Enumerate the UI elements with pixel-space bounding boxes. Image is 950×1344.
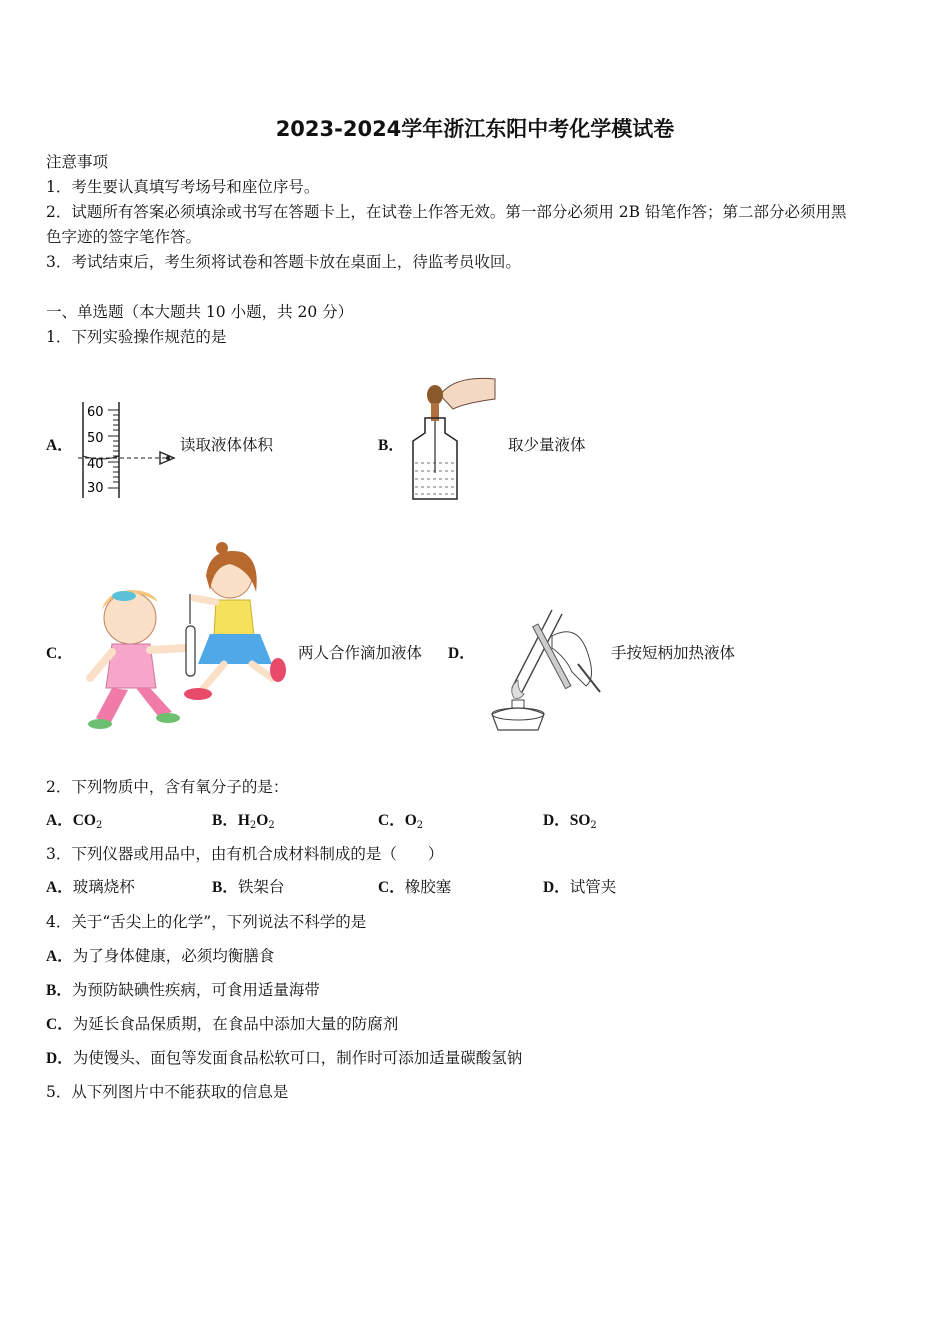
q1-option-d-text: 手按短柄加热液体 [611, 644, 736, 662]
question-5-stem: 5．从下列图片中不能获取的信息是 [46, 1083, 289, 1101]
q3-option-a: A．玻璃烧杯 [46, 878, 135, 896]
cylinder-tick-label: 60 [87, 405, 104, 420]
q4-option-d: D．为使馒头、面包等发面食品松软可口，制作时可添加适量碳酸氢钠 [46, 1049, 523, 1067]
two-children-figure [82, 540, 294, 735]
q4-option-b: B．为预防缺碘性疾病，可食用适量海带 [46, 981, 320, 999]
option-label: B． [378, 437, 404, 454]
notice-item: 色字迹的签字笔作答。 [46, 228, 202, 246]
cylinder-tick-label: 30 [87, 481, 104, 496]
section-heading: 一、单选题（本大题共 10 小题，共 20 分） [46, 303, 354, 321]
q1-option-b [378, 435, 404, 456]
q3-option-c: C．橡胶塞 [378, 878, 452, 896]
q1-option-c [46, 643, 73, 664]
notice-item: 2．试题所有答案必须填涂或书写在答题卡上，在试卷上作答无效。第一部分必须用 2B 铅笔作答；第二部分必须用黑 [46, 203, 847, 221]
q4-option-a: A．为了身体健康，必须均衡膳食 [46, 947, 275, 965]
cylinder-tick-label: 50 [87, 431, 104, 446]
q1-option-b-text: 取少量液体 [508, 436, 586, 454]
q4-option-c: C．为延长食品保质期，在食品中添加大量的防腐剂 [46, 1015, 399, 1033]
option-label: D． [448, 645, 475, 662]
hand-icon [440, 378, 495, 409]
notice-item: 3．考试结束后，考生须将试卷和答题卡放在桌面上，待监考员收回。 [46, 253, 521, 271]
q1-option-c-text: 两人合作滴加液体 [298, 644, 423, 662]
question-3-stem: 3．下列仪器或用品中，由有机合成材料制成的是（ ） [46, 845, 444, 863]
q1-option-a-text: 读取液体体积 [180, 436, 274, 454]
q2-option-d: D．$SO_2$ [543, 812, 597, 831]
alcohol-lamp-icon [492, 708, 544, 730]
q1-option-a [46, 435, 73, 456]
notice-item: 1．考生要认真填写考场号和座位序号。 [46, 178, 320, 196]
graduated-cylinder-figure [78, 398, 178, 502]
dropper-bottle-figure [405, 373, 500, 503]
question-4-stem: 4．关于“舌尖上的化学”，下列说法不科学的是 [46, 913, 367, 931]
question-1-stem: 1．下列实验操作规范的是 [46, 328, 227, 346]
option-label: A． [46, 437, 73, 454]
q3-option-d: D．试管夹 [543, 878, 617, 896]
heating-test-tube-figure [478, 602, 603, 737]
hand-icon [552, 632, 592, 686]
q1-option-d [448, 643, 475, 664]
q3-option-b: B．铁架台 [212, 878, 285, 896]
q2-option-a: A．$CO_2$ [46, 812, 103, 831]
page-title: 2023-2024学年浙江东阳中考化学模试卷 [275, 117, 675, 141]
notice-heading: 注意事项 [46, 153, 109, 171]
cylinder-tick-label: 40 [87, 457, 104, 472]
question-2-stem: 2．下列物质中，含有氧分子的是： [46, 778, 289, 796]
flame-icon [512, 680, 524, 699]
q2-option-b: B．$H_2O_2$ [212, 812, 275, 831]
option-label: C． [46, 645, 73, 662]
q2-option-c: C．$O_2$ [378, 812, 424, 831]
